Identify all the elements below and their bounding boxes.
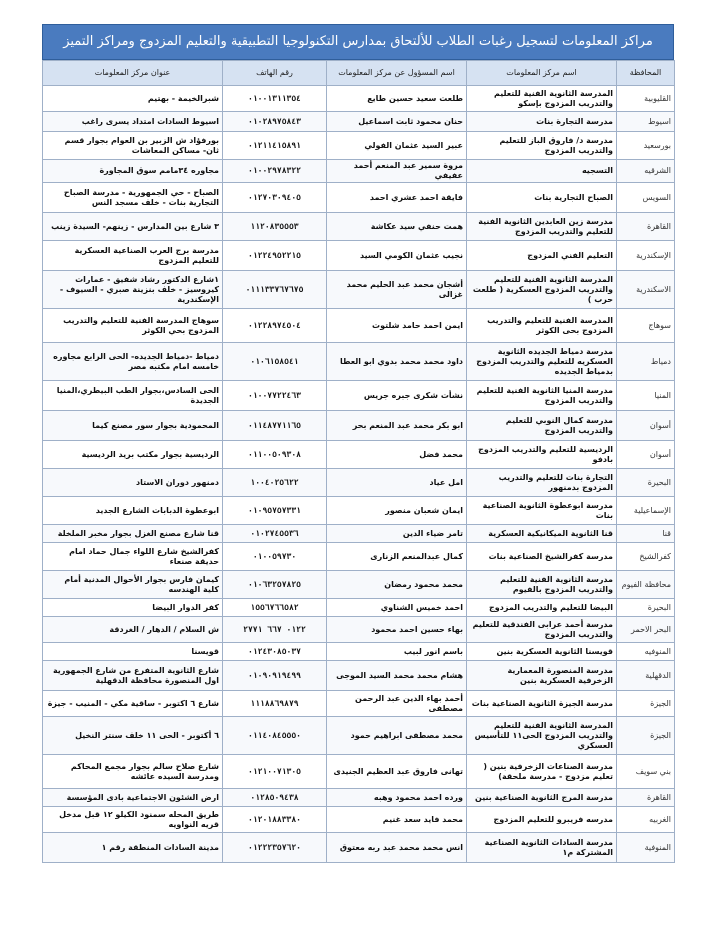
table-row: [43, 661, 675, 691]
address-cell: الحى السادس،بجوار الطب البيطري،المنيا الجديدة: [43, 381, 223, 411]
responsible-person-cell: ايمان شعبان منصور: [327, 497, 467, 525]
table-row: [43, 469, 675, 497]
table-row: [43, 617, 675, 643]
responsible-person-cell: محمد فضل: [327, 441, 467, 469]
header-center-name: اسم مركز المعلومات: [467, 61, 617, 86]
header-phone: رقم الهاتف: [223, 61, 327, 86]
phone-cell: ٠١٠٢٧٤٥٥٣٦: [223, 525, 327, 543]
responsible-person-cell: محمد محمود رمضان: [327, 571, 467, 599]
table-row: [43, 525, 675, 543]
address-cell: ١شارع الدكتور رشاد شفيق - عمارات كيروسيز - خلف بنزينة صبري - السيوف - الإسكندرية: [43, 271, 223, 309]
phone-cell: ٠١١٤٠٨٤٥٥٥٠: [223, 717, 327, 755]
responsible-person-cell: انس محمد محمد عبد ربه معتوق: [327, 833, 467, 863]
responsible-person-cell: محمد فايد سعد غنيم: [327, 807, 467, 833]
table-row: [43, 381, 675, 411]
governorate-cell: الشرقيه: [617, 160, 675, 183]
governorate-cell: الجيزة: [617, 691, 675, 717]
address-cell: مدرسة برج العرب الصناعية العسكرية للتعليم المزدوج: [43, 241, 223, 271]
governorate-cell: الإسكندرية: [617, 241, 675, 271]
info-centers-table: [42, 60, 675, 863]
phone-cell: ٠١٠٦١٥٨٥٤١: [223, 343, 327, 381]
phone-cell: ٠١١٠٠٥٠٩٣٠٨: [223, 441, 327, 469]
center-name-cell: مدرسة زين العابدين الثانوية الفنية للتعليم والتدريب المزدوج: [467, 213, 617, 241]
responsible-person-cell: محمد مصطفى ابراهيم حمود: [327, 717, 467, 755]
phone-cell: ٠١٠٠٥٩٧٣٠: [223, 543, 327, 571]
phone-cell: ٠١٠٩٠٩١٩٤٩٩: [223, 661, 327, 691]
phone-cell: ١٠٠٤٠٢٥٦٢٢: [223, 469, 327, 497]
responsible-person-cell: تهانى فاروق عبد العظيم الجنيدى: [327, 755, 467, 789]
responsible-person-cell: بهاء حسين احمد محمود: [327, 617, 467, 643]
center-name-cell: مدرسة المرج الثانوية الصناعية بنين: [467, 789, 617, 807]
address-cell: شارع الثانوية المتفرع من شارع الجمهورية اول المنصورة محافظة الدقهلية: [43, 661, 223, 691]
address-cell: المحمودية بجوار سور مصنع كيما: [43, 411, 223, 441]
phone-cell: ٠١٢٢٨٩٧٤٥٠٤: [223, 309, 327, 343]
governorate-cell: البحر الاحمر: [617, 617, 675, 643]
responsible-person-cell: احمد خميس الشناوي: [327, 599, 467, 617]
responsible-person-cell: ابو بكر محمد عبد المنعم بحر: [327, 411, 467, 441]
address-cell: ٣ شارع بين المدارس - زينهم- السيدة زينب: [43, 213, 223, 241]
responsible-person-cell: حنان محمود ثابت اسماعيل: [327, 112, 467, 132]
governorate-cell: القليوبية: [617, 86, 675, 112]
table-row: [43, 271, 675, 309]
center-name-cell: قنا الثانوية الميكانيكية العسكرية: [467, 525, 617, 543]
phone-cell: ٠١٠٦٣٢٥٧٨٢٥: [223, 571, 327, 599]
address-cell: اسيوط السادات امتداد يسرى راغب: [43, 112, 223, 132]
governorate-cell: القاهرة: [617, 789, 675, 807]
address-cell: دمياط -دمياط الجديده- الحى الرابع مجاوره خامسه امام مكتبه مصر: [43, 343, 223, 381]
address-cell: مجاوره ٣٤مامم سوق المجاورة: [43, 160, 223, 183]
governorate-cell: الجيزة: [617, 717, 675, 755]
responsible-person-cell: نجيب عثمان الكومي السيد: [327, 241, 467, 271]
phone-cell: ٠١١١٣٣٧٦٧٦٧٥: [223, 271, 327, 309]
responsible-person-cell: أحمد بهاء الدين عبد الرحمن مصطفى: [327, 691, 467, 717]
table-header-row: [43, 61, 675, 86]
responsible-person-cell: نشأت شكرى جبره جريس: [327, 381, 467, 411]
center-name-cell: البيضا للتعليم والتدريب المزدوج: [467, 599, 617, 617]
responsible-person-cell: عبير السيد عثمان الفولي: [327, 132, 467, 160]
governorate-cell: كفرالشيخ: [617, 543, 675, 571]
address-cell: قنا شارع مصنع الغزل بجوار مخبر الملخلة: [43, 525, 223, 543]
phone-cell: ٠١٢٢٢٣٥٧٦٢٠: [223, 833, 327, 863]
governorate-cell: القاهرة: [617, 213, 675, 241]
phone-cell: ٠١٠٩٥٧٥٧٣٣١: [223, 497, 327, 525]
address-cell: الصباح - حي الجمهورية - مدرسة الصباح التجارية بنات - خلف مسجد النس: [43, 183, 223, 213]
phone-cell: ٠١٠٠٢٩٧٨٣٢٢: [223, 160, 327, 183]
table-row: [43, 241, 675, 271]
center-name-cell: المدرسة الثانوية الفنية للتعليم والتدريب المزدوج الحى١١ للتأسيس العسكري: [467, 717, 617, 755]
center-name-cell: مدرسة التجارة بنات: [467, 112, 617, 132]
table-body: [43, 86, 675, 863]
address-cell: ش السلام / الدهار / الغردقة: [43, 617, 223, 643]
center-name-cell: مدرسه فريبرو للتعليم المزدوج: [467, 807, 617, 833]
table-row: [43, 213, 675, 241]
header-responsible-person: اسم المسؤول عن مركز المعلومات: [327, 61, 467, 86]
center-name-cell: المدرسة الفنية للتعليم والتدريب المزدوج بحى الكوثر: [467, 309, 617, 343]
responsible-person-cell: باسم انور لبيب: [327, 643, 467, 661]
responsible-person-cell: كمال عبدالمنعم الزنارى: [327, 543, 467, 571]
governorate-cell: المنيا: [617, 381, 675, 411]
governorate-cell: الدقهلية: [617, 661, 675, 691]
center-name-cell: مدرسة أحمد عرابى الفندقية للتعليم والتدريب المزدوج: [467, 617, 617, 643]
governorate-cell: محافظة الفيوم: [617, 571, 675, 599]
governorate-cell: اسيوط: [617, 112, 675, 132]
table-row: [43, 543, 675, 571]
table-row: [43, 112, 675, 132]
address-cell: كيمان فارس بجوار الأحوال المدنية أمام كلية الهندسه: [43, 571, 223, 599]
table-row: [43, 643, 675, 661]
center-name-cell: مدرسة د/ فاروق الباز للتعليم والتدريب المزدوج: [467, 132, 617, 160]
phone-cell: ٠١٢١١٤١٥٨٩١: [223, 132, 327, 160]
sheet-title: مراكز المعلومات لتسجيل رغبات الطلاب للألتحاق بمدارس التكنولوجيا التطبيقية والتعليم المزدوج ومراكز التميز: [42, 24, 674, 60]
address-cell: كفر الدوار البيضا: [43, 599, 223, 617]
table-row: [43, 343, 675, 381]
responsible-person-cell: همت حنفي سيد عكاشة: [327, 213, 467, 241]
center-name-cell: مدرسة الصناعات الزخرفية بنين ( تعليم مزدوج - مدرسة ملحقة): [467, 755, 617, 789]
governorate-cell: الغربيه: [617, 807, 675, 833]
phone-cell: ٠١٢٠١٨٨٣٣٨٠: [223, 807, 327, 833]
responsible-person-cell: داود محمد محمد بدوي ابو العطا: [327, 343, 467, 381]
table-row: [43, 132, 675, 160]
governorate-cell: أسوان: [617, 411, 675, 441]
center-name-cell: مدرسة الجيزة الثانوية الصناعية بنات: [467, 691, 617, 717]
center-name-cell: الرديسية للتعليم والتدريب المزدوج بادفو: [467, 441, 617, 469]
address-cell: دمنهور دوران الاستاد: [43, 469, 223, 497]
governorate-cell: المنوفية: [617, 833, 675, 863]
table-row: [43, 789, 675, 807]
governorate-cell: السويس: [617, 183, 675, 213]
responsible-person-cell: مروة سمير عبد المنعم أحمد عفيفي: [327, 160, 467, 183]
center-name-cell: مدرسة كمال النوبي للتعليم والتدريب المزدوج: [467, 411, 617, 441]
phone-cell: ٠١٢٤٣٠٨٥٠٣٧: [223, 643, 327, 661]
phone-cell: ٠١٢٧٠٣٠٩٤٠٥: [223, 183, 327, 213]
address-cell: شارع صلاح سالم بجوار مجمع المحاكم ومدرسة السيده عائشه: [43, 755, 223, 789]
address-cell: طريق المحله سمنود الكيلو ١٢ قبل مدخل قريه النواويه: [43, 807, 223, 833]
center-name-cell: التعليم الفني المزدوج: [467, 241, 617, 271]
center-name-cell: الصباح التجارية بنات: [467, 183, 617, 213]
table-row: [43, 717, 675, 755]
phone-cell: ٠١٠٢٨٩٧٥٨٤٣: [223, 112, 327, 132]
table-row: [43, 183, 675, 213]
table-row: [43, 755, 675, 789]
phone-cell: ٠١٠٠١٣١١٣٥٤: [223, 86, 327, 112]
table-row: [43, 599, 675, 617]
address-cell: مدينة السادات المنطقة رقم ١: [43, 833, 223, 863]
phone-cell: ٠١٠٠٧٧٢٢٤٦٣: [223, 381, 327, 411]
governorate-cell: المنوفيه: [617, 643, 675, 661]
governorate-cell: قنا: [617, 525, 675, 543]
responsible-person-cell: أشجان محمد عبد الحليم محمد غزالى: [327, 271, 467, 309]
responsible-person-cell: هشام محمد محمد السيد الموجى: [327, 661, 467, 691]
governorate-cell: بورسعيد: [617, 132, 675, 160]
header-governorate: المحافظة: [617, 61, 675, 86]
governorate-cell: الإسماعيلية: [617, 497, 675, 525]
address-cell: كفرالشيخ شارع اللواء جمال حماد امام حديقة صنعاء: [43, 543, 223, 571]
phone-cell: ١١١٨٨٦٩٨٧٩: [223, 691, 327, 717]
table-row: [43, 807, 675, 833]
center-name-cell: مدرسة المنصورة المعمارية الزخرفية العسكرية بنين: [467, 661, 617, 691]
phone-cell: ٠١٢١٠٠٧١٣٠٥: [223, 755, 327, 789]
table-row: [43, 309, 675, 343]
address-cell: شبرالخيمة - بهتيم: [43, 86, 223, 112]
governorate-cell: سوهاج: [617, 309, 675, 343]
address-cell: سوهاج المدرسة الفنية للتعليم والتدريب المزدوج بحي الكوثر: [43, 309, 223, 343]
table-row: [43, 571, 675, 599]
table-row: [43, 160, 675, 183]
phone-cell: ٠١٢٢٤٩٥٢٢١٥: [223, 241, 327, 271]
address-cell: الرديسية بجوار مكتب بريد الرديسية: [43, 441, 223, 469]
table-row: [43, 497, 675, 525]
phone-cell: ٠١٢٨٥٠٩٤٣٨: [223, 789, 327, 807]
governorate-cell: دمياط: [617, 343, 675, 381]
center-name-cell: قويسنا الثانوية العسكرية بنين: [467, 643, 617, 661]
center-name-cell: المدرسة الثانوية الفنية للتعليم والتدريب المزدوج بإسكو: [467, 86, 617, 112]
phone-cell: ٠١١٤٨٧٧١١٦٥: [223, 411, 327, 441]
center-name-cell: التجارة بنات للتعليم والتدريب المزدوج بدمنهور: [467, 469, 617, 497]
center-name-cell: مدرسة كفرالشيخ الصناعية بنات: [467, 543, 617, 571]
table-row: [43, 441, 675, 469]
info-centers-sheet: [42, 24, 674, 863]
center-name-cell: التسجيه: [467, 160, 617, 183]
responsible-person-cell: ايمن احمد حامد شلتوت: [327, 309, 467, 343]
address-cell: ٦ أكتوبر - الحى ١١ خلف سنتر النخيل: [43, 717, 223, 755]
center-name-cell: مدرسة السادات الثانوية الصناعية المشتركة م١: [467, 833, 617, 863]
address-cell: قويسنا: [43, 643, 223, 661]
address-cell: ارض الشئون الاجتماعية بادى المؤسسة: [43, 789, 223, 807]
responsible-person-cell: ورده احمد محمود وهبه: [327, 789, 467, 807]
governorate-cell: أسوان: [617, 441, 675, 469]
governorate-cell: الاسكندرية: [617, 271, 675, 309]
address-cell: ابوعطوة الدبابات الشارع الجديد: [43, 497, 223, 525]
center-name-cell: مدرسة المنيا الثانوية الفنية للتعليم والتدريب المزدوج: [467, 381, 617, 411]
address-cell: بورفؤاد ش الزبير بن العوام بجوار قسم ثان- مساكن المعاشات: [43, 132, 223, 160]
header-address: عنوان مركز المعلومات: [43, 61, 223, 86]
table-row: [43, 411, 675, 441]
center-name-cell: المدرسة الثانوية الفنية للتعليم والتدريب المزدوج العسكرية ( طلعت حرب ): [467, 271, 617, 309]
responsible-person-cell: امل عياد: [327, 469, 467, 497]
table-row: [43, 691, 675, 717]
center-name-cell: مدرسة الثانوية الفنية للتعليم والتدريب المزدوج بالفيوم: [467, 571, 617, 599]
phone-cell: ١٥٥٦٧٦٦٥٨٢: [223, 599, 327, 617]
table-row: [43, 86, 675, 112]
governorate-cell: البحيرة: [617, 599, 675, 617]
responsible-person-cell: تامر ضياء الدين: [327, 525, 467, 543]
governorate-cell: بني سويف: [617, 755, 675, 789]
center-name-cell: مدرسة ابوعطوة الثانوية الصناعية بنات: [467, 497, 617, 525]
phone-cell: ٠١٢٢ ٦٦٧ ٢٧٧١: [223, 617, 327, 643]
address-cell: شارع ٦ اكتوبر - ساقية مكي - المنيب - جيزة: [43, 691, 223, 717]
phone-cell: ١١٢٠٨٣٥٥٥٣: [223, 213, 327, 241]
center-name-cell: مدرسة دمياط الجديده الثانوية العسكريه للتعليم والتدريب المزدوج بدمياط الجديده: [467, 343, 617, 381]
responsible-person-cell: فايقة احمد عشري احمد: [327, 183, 467, 213]
governorate-cell: البحيرة: [617, 469, 675, 497]
table-row: [43, 833, 675, 863]
responsible-person-cell: طلعت سعيد حسين طايع: [327, 86, 467, 112]
